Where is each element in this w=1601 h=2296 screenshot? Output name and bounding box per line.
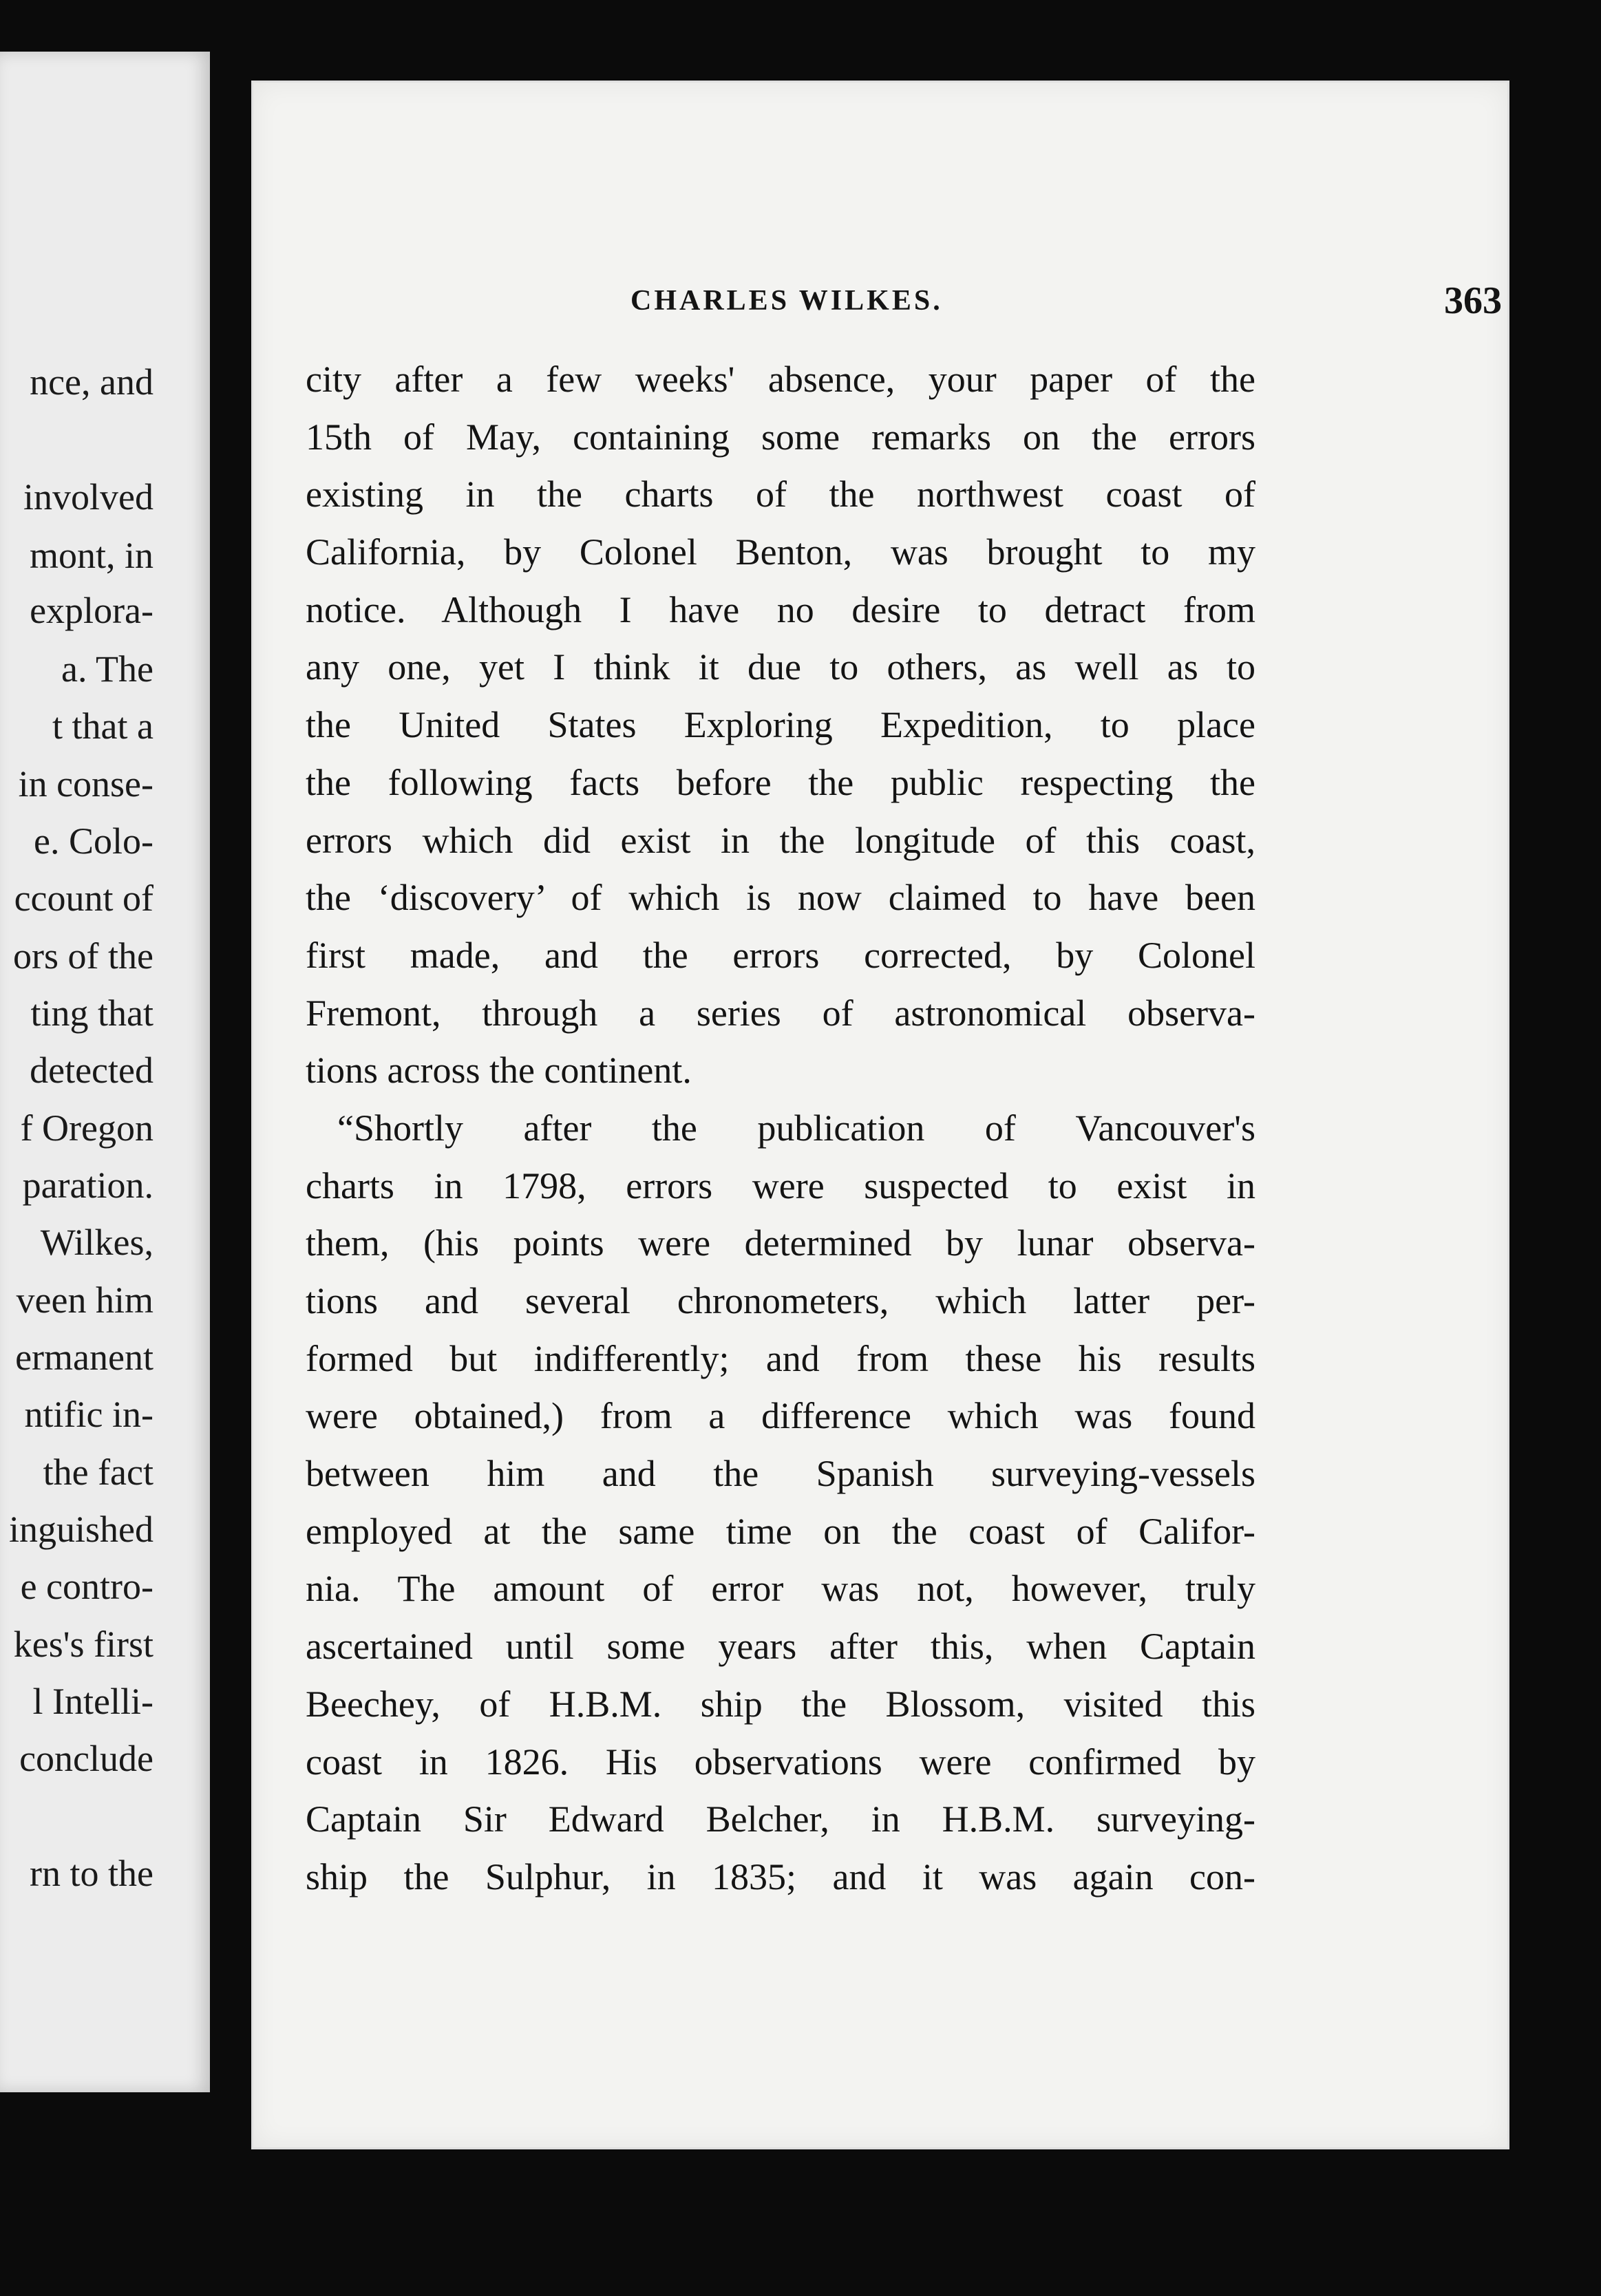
text-line: Fremont, through a series of astronomical observa- <box>306 992 1255 1034</box>
text-line: existing in the charts of the northwest coast of <box>306 474 1255 515</box>
text-line: them, (his points were determined by lunar observa- <box>306 1222 1255 1264</box>
text-line: charts in 1798, errors were suspected to exist in <box>306 1165 1255 1207</box>
facing-page-line: the fact <box>43 1452 153 1493</box>
book-page <box>253 83 1507 2147</box>
facing-page-line: nce, and <box>30 361 153 403</box>
text-line: Beechey, of H.B.M. ship the Blossom, visited this <box>306 1683 1255 1725</box>
text-line: first made, and the errors corrected, by Colonel <box>306 934 1255 976</box>
facing-page-line: rn to the <box>30 1853 153 1894</box>
text-line: nia. The amount of error was not, however, truly <box>306 1568 1255 1610</box>
facing-page-line: paration. <box>22 1165 153 1206</box>
text-line: tions across the continent. <box>306 1050 692 1092</box>
facing-page-line: a. The <box>61 648 153 690</box>
facing-page-line: ntific in- <box>24 1394 153 1435</box>
text-line: 15th of May, containing some remarks on the errors <box>306 416 1255 458</box>
facing-page-line: e contro- <box>20 1566 153 1607</box>
facing-page-line: ors of the <box>13 935 153 977</box>
facing-page-line: kes's first <box>13 1624 153 1665</box>
text-line: tions and several chronometers, which latter per- <box>306 1280 1255 1321</box>
text-line: any one, yet I think it due to others, as well as to <box>306 646 1255 688</box>
text-line: ship the Sulphur, in 1835; and it was again con- <box>306 1856 1255 1898</box>
text-line: between him and the Spanish surveying-vessels <box>306 1453 1255 1495</box>
text-line: the United States Exploring Expedition, to place <box>306 704 1255 746</box>
facing-page-line: involved <box>23 476 153 518</box>
facing-page-line: veen him <box>16 1279 153 1321</box>
text-line: city after a few weeks' absence, your paper of the <box>306 359 1255 400</box>
facing-page-line: inguished <box>9 1509 153 1550</box>
facing-page-line: conclude <box>19 1738 153 1779</box>
body-text <box>306 351 1255 1906</box>
facing-page-line: ccount of <box>14 878 153 919</box>
text-line: Captain Sir Edward Belcher, in H.B.M. surveying- <box>306 1798 1255 1840</box>
facing-page-line: t that a <box>52 705 153 747</box>
text-line: were obtained,) from a difference which was found <box>306 1395 1255 1437</box>
facing-page-line: f Oregon <box>20 1107 153 1149</box>
text-line: formed but indifferently; and from these his results <box>306 1337 1255 1379</box>
text-line: California, by Colonel Benton, was brought to my <box>306 531 1255 573</box>
text-line: employed at the same time on the coast of Califor- <box>306 1510 1255 1552</box>
text-line: the ‘discovery’ of which is now claimed to have been <box>306 877 1255 919</box>
facing-page-line: Wilkes, <box>40 1222 153 1263</box>
text-line: coast in 1826. His observations were confirmed by <box>306 1741 1255 1783</box>
facing-page-line: l Intelli- <box>32 1681 153 1722</box>
text-line: the following facts before the public respecting the <box>306 761 1255 803</box>
facing-page-line: ting that <box>30 992 153 1034</box>
facing-page-line: mont, in <box>29 535 153 576</box>
facing-page-fragment <box>0 52 210 2092</box>
text-line: ascertained until some years after this, when Captain <box>306 1626 1255 1668</box>
text-line: notice. Although I have no desire to detract from <box>306 588 1255 630</box>
facing-page-line: explora- <box>30 590 153 631</box>
facing-page-line: in conse- <box>18 763 153 805</box>
text-line: errors which did exist in the longitude of this coast, <box>306 819 1255 861</box>
text-line: “Shortly after the publication of Vancouver's <box>337 1107 1255 1149</box>
facing-page-line: ermanent <box>15 1337 153 1378</box>
facing-page-line: e. Colo- <box>34 820 153 862</box>
facing-page-line: detected <box>30 1050 153 1091</box>
page-number: 363 <box>1444 279 1502 322</box>
running-head <box>253 277 1507 325</box>
running-head-title: CHARLES WILKES. <box>630 285 943 317</box>
